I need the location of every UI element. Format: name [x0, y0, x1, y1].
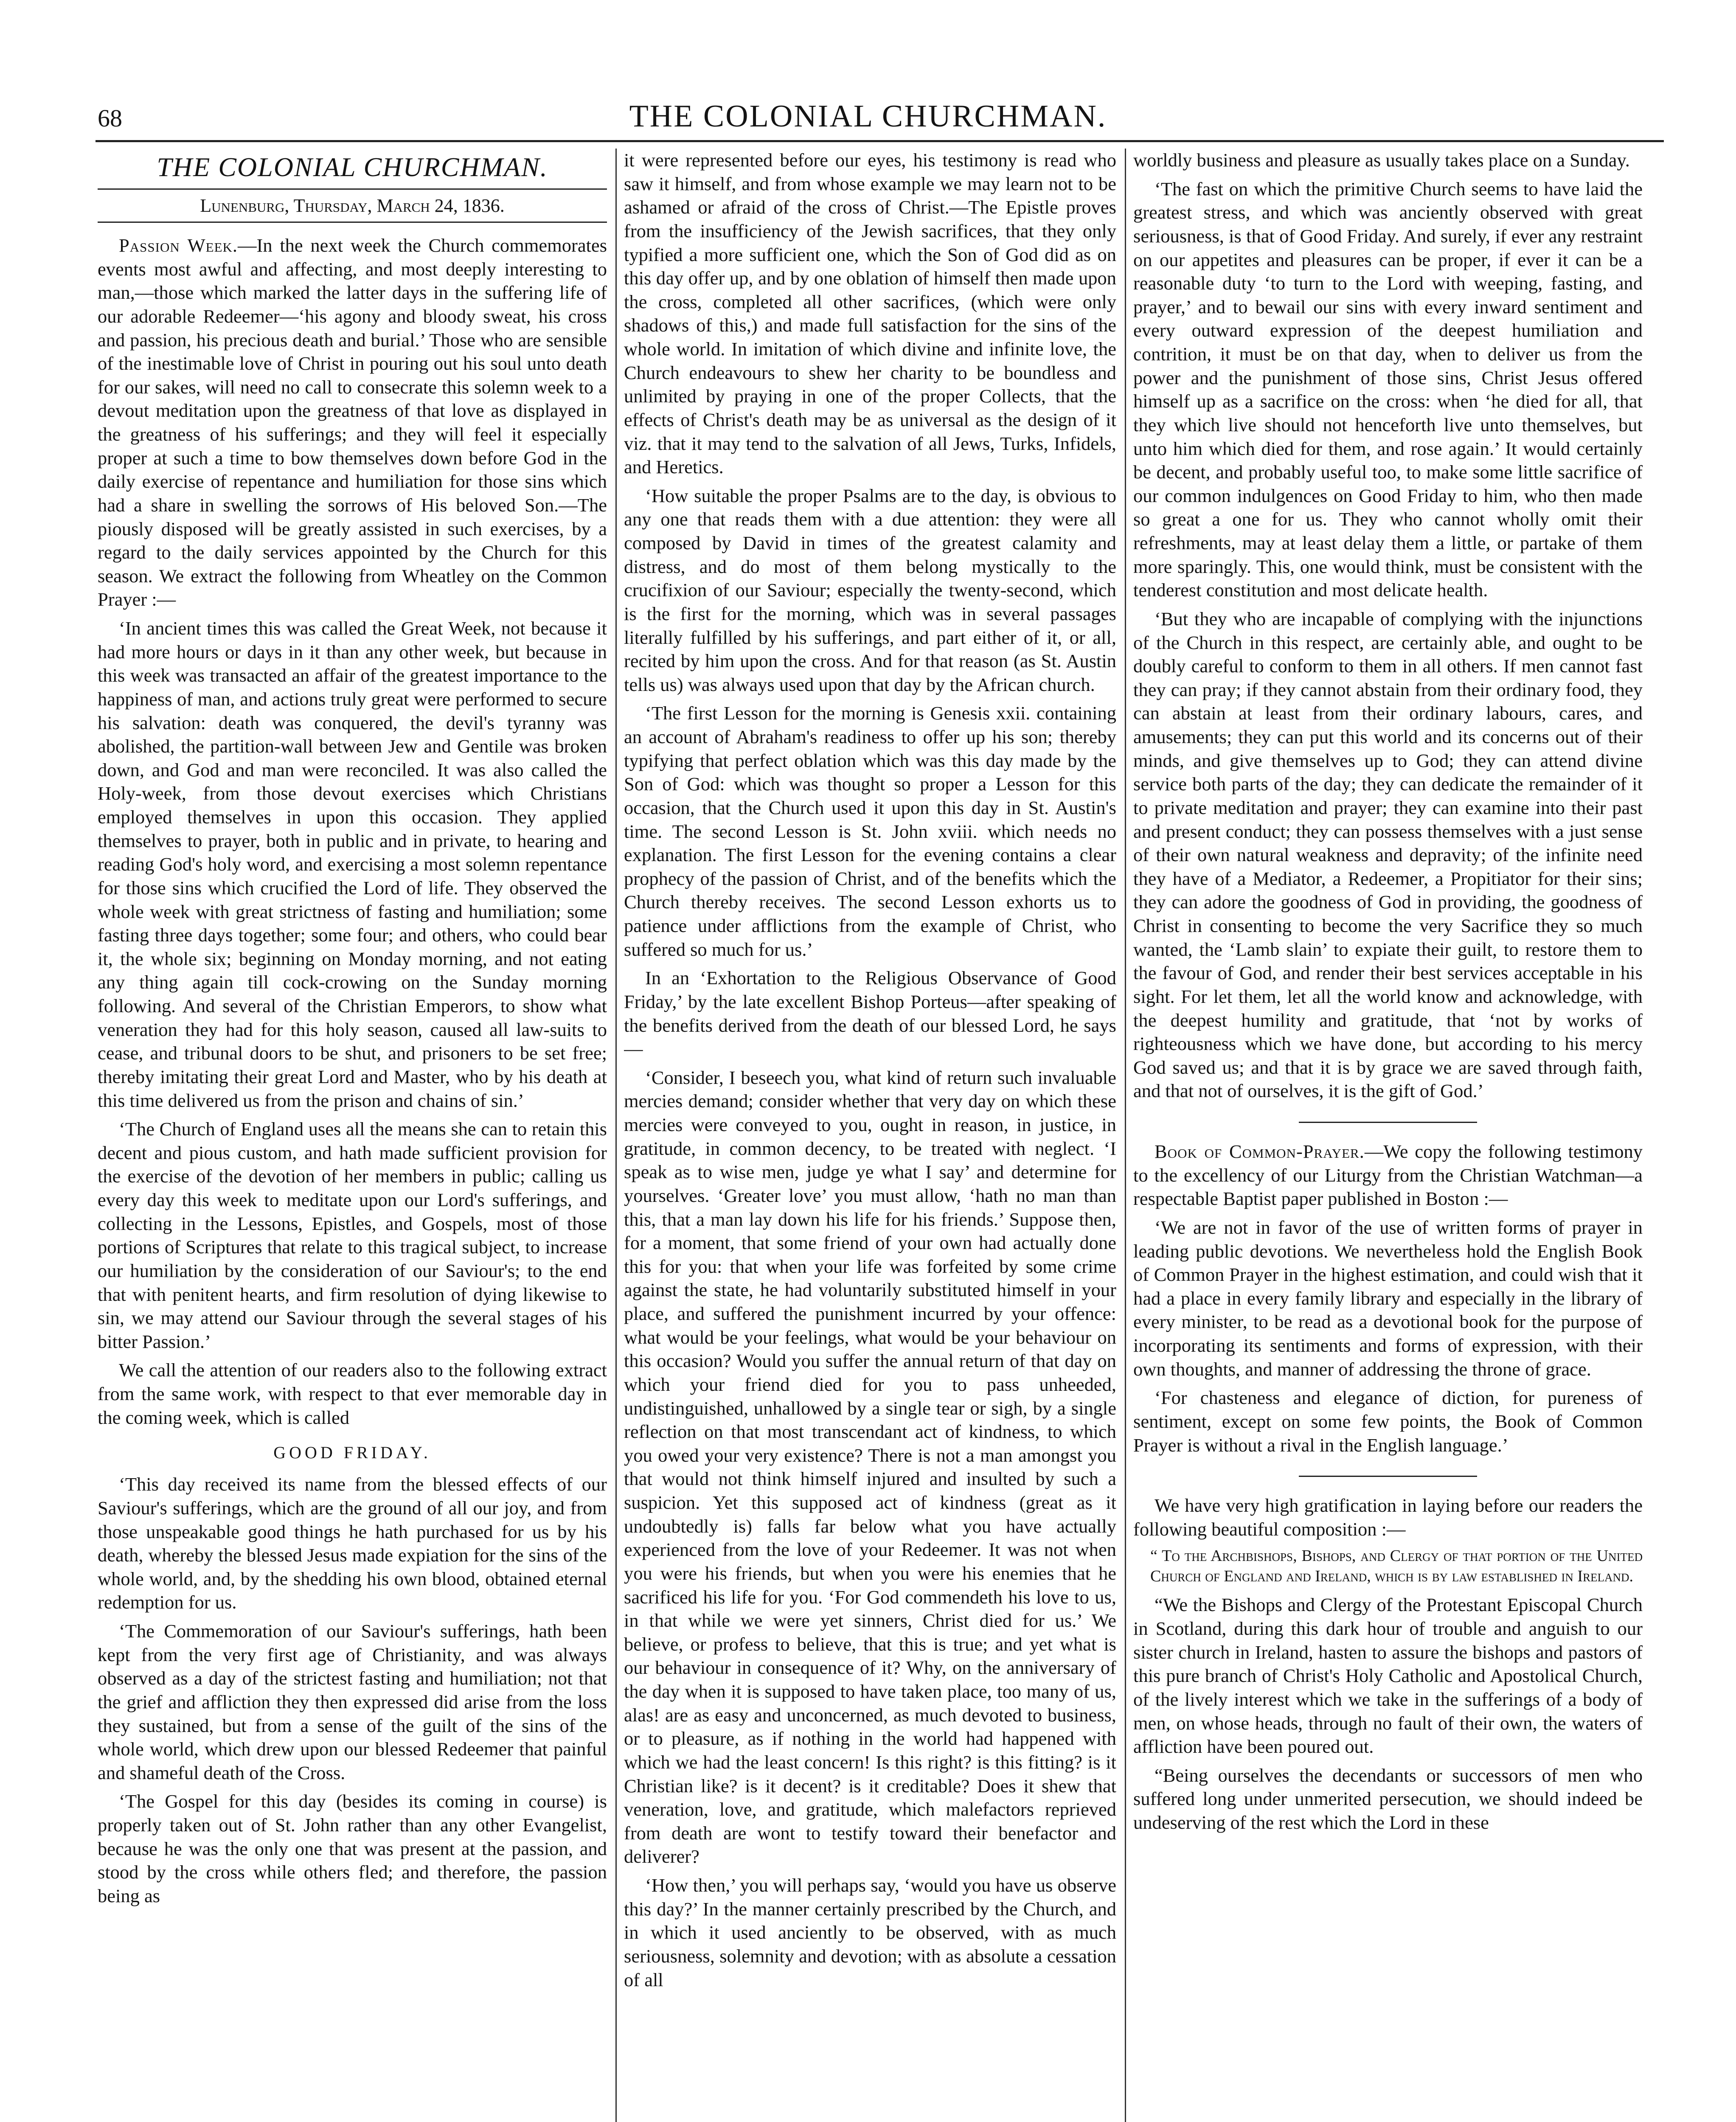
- dateline: Lunenburg, Thursday, March 24, 1836.: [98, 188, 607, 223]
- book-of-common-prayer-lead: Book of Common-Prayer.: [1155, 1141, 1365, 1162]
- we-bishops-paragraph: “We the Bishops and Clergy of the Protestant Episcopal Church in Scotland, during this dark hour of trouble and anguish to our sister church in Ireland, hasten to assure the bishops and pastors of this pure branch of Christ's Holy Catholic and Apostolical Church, of the lively interest which we take in the sufferings of a body of men, on whose heads, through no fault of their own, the waters of affliction have been poured out.: [1133, 1594, 1643, 1757]
- running-title: THE COLONIAL CHURCHMAN.: [629, 99, 1107, 134]
- good-friday-heading: GOOD FRIDAY.: [273, 1443, 431, 1462]
- being-ourselves-paragraph: “Being ourselves the decendants or successors of men who suffered long under unmerited persecution, we should indeed be undeserving of the rest which the Lord in these: [1133, 1764, 1643, 1833]
- church-of-england-paragraph: ‘The Church of England uses all the means she can to retain this decent and pious custom, and hath made sufficient provision for the exercise of the devotion of her members in public; calling us every day this week to meditate upon our Lord's sufferings, and collecting in the Lessons, Epistles, and Gospels, most of those portions of Scriptures that relate to this tragical subject, to increase our humiliation by the consideration of our Saviour's; to the end that with penitent hearts, and firm resolution of dying likewise to sin, we may attend our Saviour through the several stages of his bitter Passion.’: [98, 1118, 607, 1352]
- column-1: [98, 149, 607, 2122]
- section-divider: [1299, 1122, 1477, 1123]
- psalms-paragraph: ‘How suitable the proper Psalms are to the day, is obvious to any one that reads them with a due attention: they were all composed by David in times of the greatest calamity and distress, and do most of them belong mystically to the crucifixion of our Saviour; especially the twenty-second, which is the first for the morning, which was in several passages literally fulfilled by his sufferings, and part either of it, or all, recited by him upon the cross. And for that reason (as St. Austin tells us) was always used upon that day by the African church.: [624, 485, 1116, 695]
- header-rule: [96, 140, 1664, 142]
- chasteness-paragraph: ‘For chasteness and elegance of diction, for pureness of sentiment, except on some few points, the Book of Common Prayer is without a rival in the English language.’: [1133, 1387, 1643, 1456]
- gratification-paragraph: We have very high gratification in laying before our readers the following beautiful composition :—: [1133, 1495, 1643, 1540]
- first-lesson-paragraph: ‘The first Lesson for the morning is Genesis xxii. containing an account of Abraham's readiness to offer up his son; thereby typifying that perfect oblation which was this day made by the Son of God: which was thought so proper a Lesson for this occasion, that the Church used it upon this day in St. Austin's time. The second Lesson is St. John xviii. which needs no explanation. The first Lesson for the evening contains a clear prophecy of the passion of Christ, and of the benefits which the Church thereby receives. The second Lesson exhorts us to patience under afflictions from the example of Christ, who suffered so much for us.’: [624, 702, 1116, 960]
- this-day-paragraph: ‘This day received its name from the blessed effects of our Saviour's sufferings, which are the ground of all our joy, and from those unspeakable good things he hath purchased for us by his death, whereby the blessed Jesus made expiation for the sins of the whole world, and, by the shedding his own blood, obtained eternal redemption for us.: [98, 1474, 607, 1613]
- page-header: [0, 0, 1736, 140]
- column-rule: [615, 149, 617, 2122]
- section-divider: [1299, 1476, 1477, 1477]
- fast-paragraph: ‘The fast on which the primitive Church seems to have laid the greatest stress, and which was anciently observed with great seriousness, is that of Good Friday. And surely, if ever any restraint on our appetites and pleasures can be proper, if ever it can be a reasonable duty ‘to turn to the Lord with weeping, fasting, and prayer,’ and to bewail our sins with every inward sentiment and every outward expression of the deepest humiliation and contrition, it must be on that day, when to deliver us from the power and the punishment of those sins, Christ Jesus offered himself up as a sacrifice on the cross: when ‘he died for all, that they which live should not henceforth live unto themselves, but unto him which died for them, and rose again.’ It would certainly be decent, and probably useful too, to make some little sacrifice of our common indulgences on Good Friday to him, who then made so great a one for us. They who cannot wholly omit their refreshments, may at least delay them a little, or partake of them more sparingly. This, one would think, must be consistent with the tenderest constitution and most delicate health.: [1133, 178, 1643, 601]
- masthead-title: THE COLONIAL CHURCHMAN.: [157, 152, 548, 182]
- column-rule: [1125, 149, 1126, 2122]
- commemoration-paragraph: ‘The Commemoration of our Saviour's sufferings, hath been kept from the very first age of Christianity, and was always observed as a day of the strictest fasting and humiliation; not that the grief and affliction they then expressed did arise from the loss they sustained, but from a sense of the guilt of the sins of the whole world, which drew upon our blessed Redeemer that painful and shameful death of the Cross.: [98, 1620, 607, 1783]
- ancient-times-paragraph: ‘In ancient times this was called the Great Week, not because it had more hours or days in it than any other week, but because in this week was transacted an affair of the greatest importance to the happiness of man, and actions truly great were performed to secure his salvation: death was conquered, the devil's tyranny was abolished, the partition-wall between Jew and Gentile was broken down, and God and man were reconciled. It was also called the Holy-week, from those devout exercises which Christians employed themselves in upon this occasion. They applied themselves to prayer, both in public and in private, to hearing and reading God's holy word, and exercising a most solemn repentance for those sins which crucified the Lord of life. They observed the whole week with great strictness of fasting and humiliation; some fasting three days together; some four; and others, who could bear it, the whole six; beginning on Monday morning, and not eating any thing again till cock-crowing on the Sunday morning following. And several of the Christian Emperors, to show what veneration they had for this holy season, caused all law-suits to cease, and tribunal doors to be shut, and prisoners to be set free; thereby imitating their great Lord and Master, who by his death at this time delivered us from the prison and chains of sin.’: [98, 618, 607, 1111]
- column-3: [1133, 149, 1643, 2122]
- how-then-paragraph: ‘How then,’ you will perhaps say, ‘would you have us observe this day?’ In the manner certainly prescribed by the Church, and in which it used anciently to be observed, with as much seriousness, solemnity and devotion; with as absolute a cessation of all: [624, 1875, 1116, 1990]
- passion-week-text: —In the next week the Church commemorates events most awful and affecting, and most deeply interesting to man,—those which marked the latter days in the suffering life of our adorable Redeemer—‘his agony and bloody sweat, his cross and passion, his precious death and burial.’ Those who are sensible of the inestimable love of Christ in pouring out his soul unto death for our sakes, will need no call to consecrate this solemn week to a devout meditation upon the greatness of that love as displayed in the greatness of his sufferings; and they will feel it especially proper at such a time to bow themselves down before God in the daily exercise of repentance and humiliation for those sins which had a share in swelling the sorrows of His beloved Son.—The piously disposed will be greatly assisted in such exercises, by a regard to the daily services appointed by the Church for this season. We extract the following from Wheatley on the Common Prayer :—: [98, 235, 607, 610]
- call-attention-paragraph: We call the attention of our readers also to the following extract from the same work, with respect to that ever memorable day in the coming week, which is called: [98, 1359, 607, 1428]
- not-in-favor-paragraph: ‘We are not in favor of the use of written forms of prayer in leading public devotions. We nevertheless hold the English Book of Common Prayer in the highest estimation, and could wish that it had a place in every family library and especially in the library of every minister, to be read as a devotional book for the purpose of incorporating its sentiments and forms of expression, with their own thoughts, and manner of addressing the throne of grace.: [1133, 1216, 1643, 1380]
- continuation-paragraph: worldly business and pleasure as usually takes place on a Sunday.: [1133, 149, 1630, 171]
- exhortation-paragraph: In an ‘Exhortation to the Religious Observance of Good Friday,’ by the late excellent Bishop Porteus—after speaking of the benefits derived from the death of our blessed Lord, he says—: [624, 967, 1116, 1060]
- address-heading: “ To the Archbishops, Bishops, and Clergy of that portion of the United Church of England and Ireland, which is by law established in Ireland.: [1150, 1547, 1643, 1585]
- column-2: [624, 149, 1116, 2122]
- passion-week-paragraph: [98, 234, 607, 612]
- gospel-paragraph: ‘The Gospel for this day (besides its coming in course) is properly taken out of St. John rather than any other Evangelist, because he was the only one that was present at the passion, and stood by the cross while others fled; and therefore, the passion being as: [98, 1791, 607, 1906]
- continuation-paragraph: it were represented before our eyes, his testimony is read who saw it himself, and from whose example we may learn not to be ashamed or afraid of the cross of Christ.—The Epistle proves from the insufficiency of the Jewish sacrifices, that they only typified a more sufficient one, which the Son of God did as on this day offer up, and by one oblation of himself then made upon the cross, completed all other sacrifices, (which were only shadows of this,) and made full satisfaction for the sins of the whole world. In imitation of which divine and infinite love, the Church endeavours to shew her charity to be boundless and unlimited by praying in one of the proper Collects, that the effects of Christ's death may be as universal as the design of it viz. that it may tend to the salvation of all Jews, Turks, Infidels, and Heretics.: [624, 149, 1116, 478]
- book-of-common-prayer-paragraph: [1133, 1140, 1643, 1211]
- book-of-common-prayer-text: —We copy the following testimony to the excellency of our Liturgy from the Christian Watchman—a respectable Baptist paper published in Boston :—: [1133, 1141, 1643, 1210]
- page-number: 68: [98, 104, 122, 132]
- incapable-paragraph: ‘But they who are incapable of complying with the injunctions of the Church in this respect, are certainly able, and ought to be doubly careful to conform to them in all others. If men cannot fast they can pray; if they cannot abstain from their ordinary food, they can abstain at least from their ordinary labours, cares, and amusements; they can put this world and its concerns out of their minds, and give themselves up to God; they can attend divine service both parts of the day; they can dedicate the remainder of it to private meditation and prayer; they can examine into their past and present conduct; they can possess themselves with a just sense of their own natural weakness and depravity; of the infinite need they have of a Mediator, a Redeemer, a Propitiator for their sins; they can adore the goodness of God in providing, the goodness of Christ in consenting to become the very Sacrifice they so much wanted, the ‘Lamb slain’ to expiate their guilt, to restore them to the favour of God, and render their best services acceptable in his sight. For let them, let all the world know and acknowledge, with the deepest humility and gratitude, that ‘not by works of righteousness which we have done, but according to his mercy God saved us; and that it is by grace we are saved through faith, and that not of ourselves, it is the gift of God.’: [1133, 608, 1643, 1102]
- consider-paragraph: ‘Consider, I beseech you, what kind of return such invaluable mercies demand; consider whether that very day on which these mercies were conveyed to you, ought in reason, in justice, in gratitude, in common decency, to be treated with neglect. ‘I speak as to wise men, judge ye what I say’ and determine for yourselves. ‘Greater love’ you must allow, ‘hath no man than this, that a man lay down his life for his friends.’ Suppose then, for a moment, that some friend of your own had actually done this for you: that when your life was forfeited by some crime against the state, he had voluntarily substituted himself in your place, and suffered the punishment incurred by your offence: what would be your feelings, what would be your behaviour on this occasion? Would you suffer the annual return of that day on which your friend died for you to pass unheeded, undistinguished, unhallowed by a single tear or sigh, by a single reflection on that most transcendant act of kindness, to which you owed your very existence? There is not a man amongst you that would not think himself injured and insulted by such a suspicion. Yet this supposed act of kindness (great as it undoubtedly is) falls far below what you have actually experienced from the love of your Redeemer. It was not when you were his friends, but when you were his enemies that he sacrificed his life for you. ‘For God commendeth his love to us, in that while we were yet sinners, Christ died for us.’ We believe, or profess to believe, that this is true; and yet what is our behaviour in consequence of it? Why, on the anniversary of the day when it is supposed to have taken place, too many of us, alas! are as easy and unconcerned, as much devoted to business, or to pleasure, as if nothing in the world had happened with which we had the least concern! Is this right? is this fitting? is it Christian like? is it decent? is it creditable? Does it shew that veneration, love, and gratitude, which malefactors reprieved from death are wont to testify toward their benefactor and deliverer?: [624, 1067, 1116, 1867]
- passion-week-lead: Passion Week.: [119, 235, 238, 256]
